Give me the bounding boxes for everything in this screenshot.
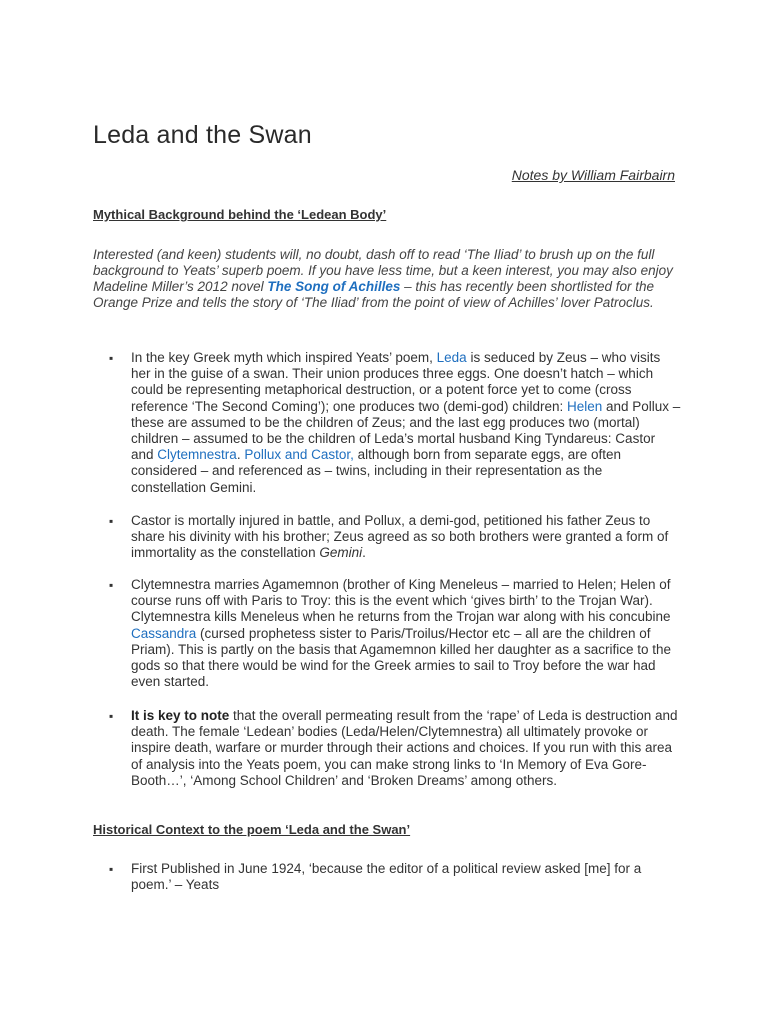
list-item-text: and Pollux – these are assumed to be the children of Zeus; and the last egg produces two (mortal) children – assumed to be the children of Leda’s mortal husband King Tyndareus: Castor and: [131, 398, 681, 463]
leda-link[interactable]: Leda: [436, 350, 467, 365]
intro-text-end: – this has recently been shortlisted for the Orange Prize and tells the story of ‘The Iliad’ from the point of view of Achilles’ lover Patroclus.: [93, 279, 655, 310]
section-heading-historical-context: Historical Context to the poem ‘Leda and the Swan’: [93, 822, 411, 837]
song-of-achilles-link[interactable]: The Song of Achilles: [267, 279, 401, 294]
list-item-text: that the overall permeating result from the ‘rape’ of Leda is destruction and death. The female ‘Ledean’ bodies (Leda/Helen/Clytemnestra) all ultimately provoke or inspire death, warfare or murder through their actions and choices. If you run with this area of analysis into the Yeats poem, you can make strong links to ‘In Memory of Eva Gore-Booth…’, ‘Among School Children’ and ‘Broken Dreams’ among others.: [131, 708, 678, 788]
list-item: [131, 513, 681, 562]
byline: Notes by William Fairbairn: [511, 167, 675, 183]
list-item: [131, 577, 681, 690]
list-item: [131, 708, 681, 789]
clytemnestra-link[interactable]: Clytemnestra: [157, 447, 237, 463]
list-item-text: .: [362, 545, 366, 561]
list-item-text: (cursed prophetess sister to Paris/Troilus/Hector etc – all are the children of Priam). This is partly on the basis that Agamemnon killed her daughter as a sacrifice to the gods so that there would be wind for the Greek armies to sail to Troy before the war had even started.: [131, 625, 672, 690]
list-item-text: In the key Greek myth which inspired Yeats’ poem,: [131, 350, 437, 365]
list-item-text: Clytemnestra marries Agamemnon (brother of King Meneleus – married to Helen; Helen of course runs off with Paris to Troy: this is the event which ‘gives birth’ to the Trojan War). Clytemnestra kills Meneleus when he returns from the Trojan war along with his concubine: [131, 577, 671, 625]
list-item-text: First Published in June 1924, ‘because the editor of a political review asked [me] for a poem.’ – Yeats: [131, 861, 642, 893]
section-heading-mythical-background: Mythical Background behind the ‘Ledean Body’: [93, 207, 387, 222]
intro-paragraph: [93, 247, 673, 311]
list-item: [131, 861, 681, 893]
list-item-text: although born from separate eggs, are often considered – and referenced as – twins, including in their representation as the constellation Gemini.: [131, 447, 622, 495]
cassandra-link[interactable]: Cassandra: [131, 625, 197, 641]
gemini-emphasis: Gemini: [319, 545, 363, 561]
list-item-text: is seduced by Zeus – who visits her in the guise of a swan. Their union produces three eggs. One doesn’t hatch – which could be representing metaphorical destruction, or a potent force yet to come (cross reference ‘The Second Coming’); one produces two (demi-god) children:: [131, 350, 661, 414]
list-item: [131, 350, 681, 496]
helen-link[interactable]: Helen: [566, 398, 603, 414]
list-item-text: .: [236, 447, 245, 463]
pollux-and-castor-link[interactable]: Pollux and Castor,: [244, 447, 354, 463]
key-note-bold: It is key to note: [131, 708, 230, 723]
list-item-text: Castor is mortally injured in battle, and Pollux, a demi-god, petitioned his father Zeus to share his divinity with his brother; Zeus agreed as so both brothers were granted a form of immortality as the constellation: [131, 513, 669, 561]
intro-text: Interested (and keen) students will, no doubt, dash off to read ‘The Iliad’ to brush up on the full background to Yeats’ superb poem. If you have less time, but a keen interest, you may also enjoy Madeline Miller’s 2012 novel: [93, 247, 673, 294]
page-title: Leda and the Swan: [93, 121, 312, 149]
